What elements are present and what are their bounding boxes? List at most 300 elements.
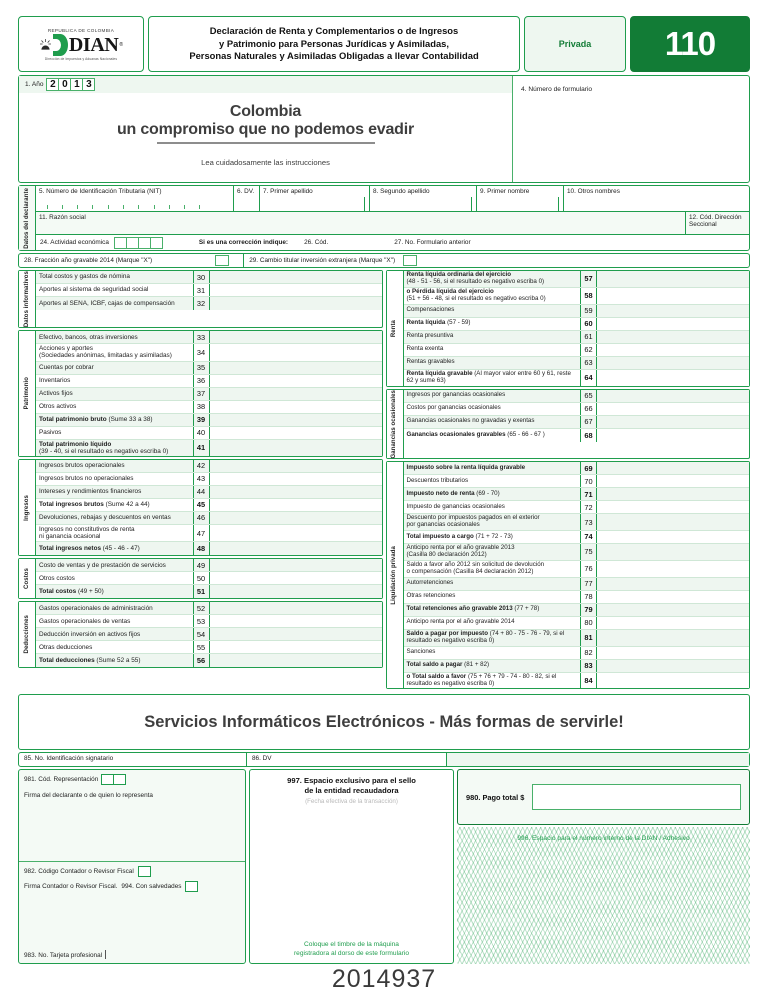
form-row-value-input[interactable] bbox=[597, 544, 749, 560]
form-row bbox=[404, 488, 750, 501]
form-row-value-input[interactable] bbox=[597, 531, 749, 543]
form-row-value-input[interactable] bbox=[597, 617, 749, 629]
form-row bbox=[36, 460, 382, 473]
form-row-label: Ingresos brutos no operacionales bbox=[39, 475, 134, 483]
form-row-label: Total ingresos brutos (Sume 42 a 44) bbox=[39, 501, 150, 509]
slogan-line1: Colombia bbox=[229, 103, 302, 120]
form-row-value-input[interactable] bbox=[597, 416, 749, 428]
form-row-number: 58 bbox=[580, 288, 597, 304]
instructions-note: Lea cuidadosamente las instrucciones bbox=[201, 157, 330, 167]
form-row-number: 71 bbox=[580, 488, 597, 500]
form-row-value-input[interactable] bbox=[597, 403, 749, 415]
primer-apellido-label: 7. Primer apellido bbox=[263, 188, 313, 195]
form-title-line3: Personas Naturales y Asimiladas Obligadas a llevar Contabilidad bbox=[189, 50, 479, 62]
form-row bbox=[36, 525, 382, 542]
form-row-number: 40 bbox=[193, 427, 210, 439]
form-row-number: 53 bbox=[193, 615, 210, 627]
timbre-note-line2: registradora al dorso de este formulario bbox=[293, 949, 410, 957]
form-row-label: Renta líquida ordinaria del ejercicio (48 - 51 - 56, si el resultado es negativo escriba 0) bbox=[404, 271, 581, 287]
form-row-number: 57 bbox=[580, 271, 597, 287]
form-row-value-input[interactable] bbox=[210, 331, 382, 343]
datos-informativos-tab bbox=[19, 271, 36, 327]
form-row-number: 36 bbox=[193, 375, 210, 387]
form-row bbox=[404, 462, 750, 475]
fraccion-ano-label: 28. Fracción año gravable 2014 (Marque "X") bbox=[24, 257, 153, 264]
form-row-label: Renta exenta bbox=[406, 345, 444, 353]
form-row-label: Total patrimonio líquido (39 - 40, si el resultado es negativo escriba 0) bbox=[36, 440, 193, 456]
form-row-number: 73 bbox=[580, 514, 597, 530]
codigo-contador-label: 982. Código Contador o Revisor Fiscal bbox=[24, 868, 134, 876]
form-row-number: 64 bbox=[580, 370, 597, 386]
form-row-label: Saldo a pagar por impuesto (74 + 80 - 75 - 76 - 79, si el resultado es negativo escriba 0) bbox=[404, 630, 581, 646]
form-row-value-input[interactable] bbox=[210, 525, 382, 541]
form-row-label: Aportes al SENA, ICBF, cajas de compensación bbox=[36, 297, 193, 310]
ingresos-tab-label: Ingresos bbox=[23, 494, 30, 521]
form-row-label: Total deducciones (Sume 52 a 55) bbox=[36, 654, 193, 667]
formulario-anterior-label: 27. No. Formulario anterior bbox=[394, 239, 471, 246]
form-row-label: Deducción inversión en activos fijos bbox=[36, 628, 193, 640]
form-row-number: 72 bbox=[580, 501, 597, 513]
form-number-field[interactable] bbox=[513, 76, 749, 182]
form-row-number: 51 bbox=[193, 585, 210, 598]
fraccion-ano-checkbox[interactable] bbox=[215, 255, 229, 266]
declarante-row-actividad bbox=[36, 235, 749, 250]
form-row-label: Cuentas por cobrar bbox=[36, 362, 193, 374]
form-row-value-input[interactable] bbox=[210, 388, 382, 400]
year-and-slogan-band bbox=[18, 75, 750, 183]
form-row-number: 79 bbox=[580, 604, 597, 616]
form-row-label: Anticipo renta por el año gravable 2013 (Casilla 80 declaración 2012) bbox=[404, 544, 581, 560]
form-row-label: Devoluciones, rebajas y descuentos en ventas bbox=[36, 512, 193, 524]
form-row-number: 60 bbox=[580, 318, 597, 330]
form-row-number: 35 bbox=[193, 362, 210, 374]
form-row-value-input[interactable] bbox=[210, 512, 382, 524]
form-row-value-input[interactable] bbox=[597, 578, 749, 590]
form-row-label: Impuesto de ganancias ocasionales bbox=[406, 502, 505, 510]
form-row-value-input[interactable] bbox=[210, 559, 382, 571]
group-ganancias-ocasionales bbox=[386, 389, 751, 459]
form-row-label: Pasivos bbox=[39, 428, 62, 436]
form-row-label: Ganancias ocasionales gravables (65 - 66 - 67 ) bbox=[406, 430, 545, 438]
group-renta bbox=[386, 270, 751, 387]
form-row-number: 66 bbox=[580, 403, 597, 415]
deducciones-tab-label: Deducciones bbox=[23, 615, 30, 654]
slogan-line2: un compromiso que no podemos evadir bbox=[116, 121, 415, 138]
form-row bbox=[404, 344, 750, 357]
form-row bbox=[404, 617, 750, 630]
dv-label: 6. DV. bbox=[237, 188, 255, 195]
form-row-value-input[interactable] bbox=[210, 427, 382, 439]
form-row bbox=[404, 416, 750, 429]
sello-title-line1: 997. Espacio exclusivo para el sello bbox=[287, 776, 416, 786]
form-row-value-input[interactable] bbox=[597, 390, 749, 402]
form-row-value-input[interactable] bbox=[210, 297, 382, 310]
form-row-number: 41 bbox=[193, 440, 210, 456]
form-row-number: 45 bbox=[193, 499, 210, 511]
form-row bbox=[404, 357, 750, 370]
primer-nombre-field[interactable] bbox=[477, 186, 564, 211]
form-row-label: Ingresos brutos operacionales bbox=[36, 460, 193, 472]
year-input[interactable] bbox=[47, 78, 95, 91]
pago-total-row bbox=[457, 769, 750, 825]
form-row-value-input[interactable] bbox=[597, 561, 749, 577]
datos-informativos-rows bbox=[36, 271, 382, 327]
form-row-value-input[interactable] bbox=[210, 542, 382, 555]
form-row bbox=[36, 331, 382, 344]
form-row-value-input[interactable] bbox=[210, 414, 382, 426]
form-row-number: 62 bbox=[580, 344, 597, 356]
declarante-section bbox=[18, 185, 750, 251]
otros-nombres-field[interactable] bbox=[564, 186, 749, 211]
sun-icon bbox=[39, 38, 52, 51]
form-number-badge: 110 bbox=[630, 16, 750, 72]
form-row-value-input[interactable] bbox=[597, 501, 749, 513]
renta-tab bbox=[387, 271, 404, 386]
form-row bbox=[404, 647, 750, 660]
form-row-number: 43 bbox=[193, 473, 210, 485]
firma-contador-label: Firma Contador o Revisor Fiscal. bbox=[24, 883, 118, 891]
signature-block bbox=[18, 769, 246, 964]
razon-social-field[interactable] bbox=[36, 212, 686, 234]
form-row-value-input[interactable] bbox=[597, 370, 749, 386]
form-row-number: 80 bbox=[580, 617, 597, 629]
form-row-number: 32 bbox=[193, 297, 210, 310]
con-salvedades-label: 994. Con salvedades bbox=[121, 883, 182, 891]
costos-rows bbox=[36, 559, 382, 598]
form-row-label: Gastos operacionales de ventas bbox=[39, 617, 131, 625]
form-row bbox=[36, 375, 382, 388]
form-row-label: Renta líquida (57 - 59) bbox=[406, 319, 471, 327]
slogan-block bbox=[19, 93, 512, 182]
ingresos-tab bbox=[19, 460, 36, 555]
registered-icon: ® bbox=[119, 41, 124, 48]
ganancias-tab-label: Ganancias ocasionales bbox=[391, 389, 398, 459]
form-row bbox=[36, 585, 382, 598]
form-header bbox=[18, 16, 750, 72]
direccion-seccional-field[interactable] bbox=[686, 212, 749, 234]
adhesivo-area bbox=[457, 827, 750, 964]
form-row bbox=[36, 414, 382, 427]
form-number-label: 4. Número de formulario bbox=[521, 86, 593, 93]
form-row-number: 59 bbox=[580, 305, 597, 317]
services-banner: Servicios Informáticos Electrónicos - Más formas de servirle! bbox=[18, 694, 750, 750]
form-row-label: Autorretenciones bbox=[404, 578, 581, 590]
form-row bbox=[36, 440, 382, 456]
form-row-value-input[interactable] bbox=[597, 647, 749, 659]
form-row-label: o Pérdida líquida del ejercicio (51 + 56 - 48, si el resultado es negativo escriba 0) bbox=[406, 287, 546, 302]
form-row-value-input[interactable] bbox=[210, 460, 382, 472]
signatory-id-field[interactable] bbox=[19, 753, 247, 766]
cambio-titular-checkbox[interactable] bbox=[403, 255, 417, 266]
form-row-value-input[interactable] bbox=[597, 462, 749, 474]
form-row-value-input[interactable] bbox=[597, 630, 749, 646]
group-costos bbox=[18, 558, 383, 599]
actividad-economica-label: 24. Actividad económica bbox=[40, 239, 109, 246]
slogan-rule bbox=[157, 142, 375, 144]
nit-field[interactable] bbox=[36, 186, 234, 211]
year-digit-2[interactable]: 0 bbox=[58, 78, 71, 91]
form-row-value-input[interactable] bbox=[597, 344, 749, 356]
form-row-number: 84 bbox=[580, 673, 597, 689]
signatory-dv-field[interactable] bbox=[247, 753, 447, 766]
logo-mark bbox=[39, 34, 123, 56]
cambio-titular-field[interactable] bbox=[244, 254, 749, 267]
form-row-label: Otros activos bbox=[39, 402, 77, 410]
contador-signature-area[interactable] bbox=[19, 862, 245, 963]
form-row-number: 31 bbox=[193, 284, 210, 296]
form-row bbox=[404, 288, 750, 305]
form-row-number: 50 bbox=[193, 572, 210, 584]
form-row-number: 81 bbox=[580, 630, 597, 646]
form-row-value-input[interactable] bbox=[597, 488, 749, 500]
renta-rows bbox=[404, 271, 750, 386]
privada-badge: Privada bbox=[524, 16, 626, 72]
patrimonio-tab bbox=[19, 331, 36, 456]
form-row-number: 55 bbox=[193, 641, 210, 653]
form-row-value-input[interactable] bbox=[210, 440, 382, 456]
form-row bbox=[36, 602, 382, 615]
form-row-label: Costo de ventas y de prestación de servicios bbox=[36, 559, 193, 571]
form-row-value-input[interactable] bbox=[597, 305, 749, 317]
dv-field[interactable] bbox=[234, 186, 260, 211]
group-patrimonio bbox=[18, 330, 383, 457]
form-row-label: Acciones y aportes (Sociedades anónimas, limitadas y asimiladas) bbox=[39, 345, 172, 360]
timbre-note-line1: Coloque el timbre de la máquina bbox=[304, 941, 399, 949]
form-row-value-input[interactable] bbox=[597, 475, 749, 487]
form-row-number: 65 bbox=[580, 390, 597, 402]
form-row-number: 33 bbox=[193, 331, 210, 343]
form-row-value-input[interactable] bbox=[597, 331, 749, 343]
form-row-value-input[interactable] bbox=[210, 375, 382, 387]
form-row-number: 61 bbox=[580, 331, 597, 343]
form-row bbox=[404, 370, 750, 386]
fraccion-row bbox=[18, 253, 750, 268]
form-row-value-input[interactable] bbox=[597, 429, 749, 442]
sello-note: (Fecha efectiva de la transacción) bbox=[305, 798, 398, 806]
form-row-label: Descuento por impuestos pagados en el exterior por ganancias ocasionales bbox=[404, 514, 581, 530]
form-row-value-input[interactable] bbox=[597, 271, 749, 287]
codigo-contador-input[interactable] bbox=[138, 866, 151, 877]
left-column bbox=[18, 270, 383, 691]
form-row-number: 67 bbox=[580, 416, 597, 428]
form-row-value-input[interactable] bbox=[597, 288, 749, 304]
form-row-label: Ganancias ocasionales no gravadas y exentas bbox=[404, 416, 581, 428]
form-row-label: Descuentos tributarios bbox=[406, 476, 469, 484]
form-row-label: Compensaciones bbox=[404, 305, 581, 317]
form-row bbox=[404, 531, 750, 544]
form-row-number: 39 bbox=[193, 414, 210, 426]
form-row-value-input[interactable] bbox=[210, 572, 382, 584]
liquidacion-rows bbox=[404, 462, 750, 688]
declarante-row-razon bbox=[36, 212, 749, 235]
pago-total-label: 980. Pago total $ bbox=[466, 792, 525, 802]
primer-apellido-field[interactable] bbox=[260, 186, 370, 211]
form-row-value-input[interactable] bbox=[210, 654, 382, 667]
form-row bbox=[404, 271, 750, 288]
razon-social-label: 11. Razón social bbox=[39, 214, 86, 221]
form-row bbox=[404, 630, 750, 647]
form-row-label: Otras retenciones bbox=[406, 592, 456, 600]
form-row-number: 76 bbox=[580, 561, 597, 577]
form-row-value-input[interactable] bbox=[210, 344, 382, 360]
con-salvedades-checkbox[interactable] bbox=[185, 881, 198, 892]
tarjeta-profesional-label: 983. No. Tarjeta profesional bbox=[24, 952, 103, 960]
year-digit-3[interactable]: 1 bbox=[70, 78, 83, 91]
form-row bbox=[404, 403, 750, 416]
group-datos-informativos bbox=[18, 270, 383, 328]
form-row-value-input[interactable] bbox=[210, 602, 382, 614]
year-digit-4[interactable]: 3 bbox=[82, 78, 95, 91]
form-row-label: Impuesto sobre la renta líquida gravable bbox=[404, 462, 581, 474]
form-row bbox=[36, 641, 382, 654]
form-row-value-input[interactable] bbox=[597, 660, 749, 672]
form-row-label: Total ingresos netos (45 - 46 - 47) bbox=[36, 542, 193, 555]
deducciones-rows bbox=[36, 602, 382, 667]
otros-nombres-label: 10. Otros nombres bbox=[567, 188, 620, 195]
form-row-label: Efectivo, bancos, otras inversiones bbox=[36, 331, 193, 343]
form-row-value-input[interactable] bbox=[210, 585, 382, 598]
bottom-section bbox=[18, 769, 750, 964]
form-row bbox=[36, 486, 382, 499]
fraccion-ano-field[interactable] bbox=[19, 254, 215, 267]
form-row-number: 44 bbox=[193, 486, 210, 498]
form-row-value-input[interactable] bbox=[210, 615, 382, 627]
declarante-tab-label: Datos del declarante bbox=[23, 187, 30, 249]
form-row-value-input[interactable] bbox=[210, 486, 382, 498]
slogan-panel bbox=[19, 76, 513, 182]
year-row bbox=[19, 76, 512, 93]
form-row bbox=[36, 401, 382, 414]
form-row-value-input[interactable] bbox=[597, 357, 749, 369]
form-row bbox=[36, 427, 382, 440]
form-row-value-input[interactable] bbox=[597, 514, 749, 530]
form-row-value-input[interactable] bbox=[597, 604, 749, 616]
form-row-number: 70 bbox=[580, 475, 597, 487]
renta-tab-label: Renta bbox=[391, 319, 398, 337]
sello-entidad-block[interactable] bbox=[249, 769, 454, 964]
form-row-label: Otros costos bbox=[39, 574, 75, 582]
form-row bbox=[404, 544, 750, 561]
form-row-label: Ingresos por ganancias ocasionales bbox=[404, 390, 581, 402]
signatory-filler bbox=[447, 753, 749, 766]
cambio-titular-label: 29. Cambio titular inversión extranjera (Marque "X") bbox=[249, 257, 396, 264]
form-row-value-input[interactable] bbox=[210, 499, 382, 511]
logo-republic-text: REPUBLICA DE COLOMBIA bbox=[47, 27, 115, 33]
form-row-number: 52 bbox=[193, 602, 210, 614]
form-row bbox=[404, 318, 750, 331]
form-row-label: Aportes al sistema de seguridad social bbox=[39, 286, 149, 294]
form-row-value-input[interactable] bbox=[210, 473, 382, 485]
form-row-value-input[interactable] bbox=[210, 628, 382, 640]
form-row bbox=[36, 499, 382, 512]
form-row-number: 48 bbox=[193, 542, 210, 555]
datos-informativos-tab-label: Datos informativos bbox=[23, 271, 30, 328]
form-row-value-input[interactable] bbox=[597, 318, 749, 330]
leaf-icon bbox=[53, 34, 68, 56]
form-row-label: Total costos (49 + 50) bbox=[36, 585, 193, 598]
form-row-value-input[interactable] bbox=[210, 641, 382, 653]
form-row-number: 68 bbox=[580, 429, 597, 442]
form-title-line2: y Patrimonio para Personas Jurídicas y Asimiladas, bbox=[219, 37, 449, 49]
form-row-number: 54 bbox=[193, 628, 210, 640]
ingresos-rows bbox=[36, 460, 382, 555]
direccion-seccional-label: 12. Cód. Dirección Seccional bbox=[689, 214, 742, 228]
pago-total-input[interactable] bbox=[532, 784, 741, 810]
form-row-number: 56 bbox=[193, 654, 210, 667]
form-row bbox=[404, 501, 750, 514]
form-row-value-input[interactable] bbox=[597, 673, 749, 689]
form-row-number: 83 bbox=[580, 660, 597, 672]
form-row-label: Total impuesto a cargo (71 + 72 - 73) bbox=[406, 532, 513, 540]
form-row bbox=[36, 559, 382, 572]
form-row-value-input[interactable] bbox=[597, 591, 749, 603]
form-row-value-input[interactable] bbox=[210, 271, 382, 283]
form-row bbox=[404, 660, 750, 673]
cod-representacion-row bbox=[24, 774, 240, 785]
form-row-label: Intereses y rendimientos financieros bbox=[36, 486, 193, 498]
form-row-label: Otras deducciones bbox=[39, 643, 93, 651]
form-row bbox=[36, 271, 382, 284]
form-row bbox=[36, 284, 382, 297]
form-row bbox=[36, 362, 382, 375]
dian-logo bbox=[18, 16, 144, 72]
form-row-value-input[interactable] bbox=[210, 362, 382, 374]
form-row-label: Impuesto neto de renta (69 - 70) bbox=[404, 488, 581, 500]
nit-ticks bbox=[39, 202, 230, 209]
tarjeta-profesional-divider bbox=[105, 950, 106, 959]
form-title bbox=[148, 16, 520, 72]
form-row bbox=[36, 654, 382, 667]
signatory-row bbox=[18, 752, 750, 767]
form-row bbox=[404, 561, 750, 578]
form-row-value-input[interactable] bbox=[210, 401, 382, 413]
actividad-cell-4[interactable] bbox=[150, 237, 163, 249]
signatory-id-label: 85. No. Identificación signatario bbox=[24, 755, 114, 763]
form-row bbox=[36, 297, 382, 310]
signatory-dv-label: 86. DV bbox=[252, 755, 272, 763]
form-row-number: 46 bbox=[193, 512, 210, 524]
form-row-label: Costos por ganancias ocasionales bbox=[406, 404, 501, 412]
liquidacion-tab-label: Liquidación privada bbox=[391, 545, 398, 605]
form-row-number: 37 bbox=[193, 388, 210, 400]
declarante-signature-area[interactable] bbox=[19, 770, 245, 862]
tarjeta-profesional-row[interactable] bbox=[24, 950, 106, 959]
form-title-line1: Declaración de Renta y Complementarios o de Ingresos bbox=[209, 25, 459, 37]
form-row bbox=[404, 475, 750, 488]
logo-subtitle: Dirección de Impuestos y Aduanas Nacionales bbox=[44, 56, 118, 61]
actividad-economica-input[interactable] bbox=[115, 237, 163, 249]
cod-rep-cell-2[interactable] bbox=[113, 774, 126, 785]
firma-declarante-label: Firma del declarante o de quien lo representa bbox=[24, 792, 153, 800]
form-row bbox=[404, 578, 750, 591]
form-row-number: 78 bbox=[580, 591, 597, 603]
year-digit-1[interactable]: 2 bbox=[46, 78, 59, 91]
form-row-number: 38 bbox=[193, 401, 210, 413]
form-row bbox=[36, 542, 382, 555]
cod-representacion-input[interactable] bbox=[102, 774, 126, 785]
form-row bbox=[404, 390, 750, 403]
form-row bbox=[36, 473, 382, 486]
timbre-note bbox=[250, 941, 453, 958]
form-row bbox=[404, 604, 750, 617]
group-liquidacion-privada bbox=[386, 461, 751, 689]
form-row-value-input[interactable] bbox=[210, 284, 382, 296]
right-column bbox=[386, 270, 751, 691]
form-row-label: o Total saldo a favor (75 + 76 + 79 - 74 - 80 - 82, si el resultado es negativo escriba 0) bbox=[406, 672, 557, 687]
segundo-apellido-field[interactable] bbox=[370, 186, 477, 211]
patrimonio-tab-label: Patrimonio bbox=[23, 377, 30, 410]
form-row-label: Gastos operacionales de administración bbox=[36, 602, 193, 614]
